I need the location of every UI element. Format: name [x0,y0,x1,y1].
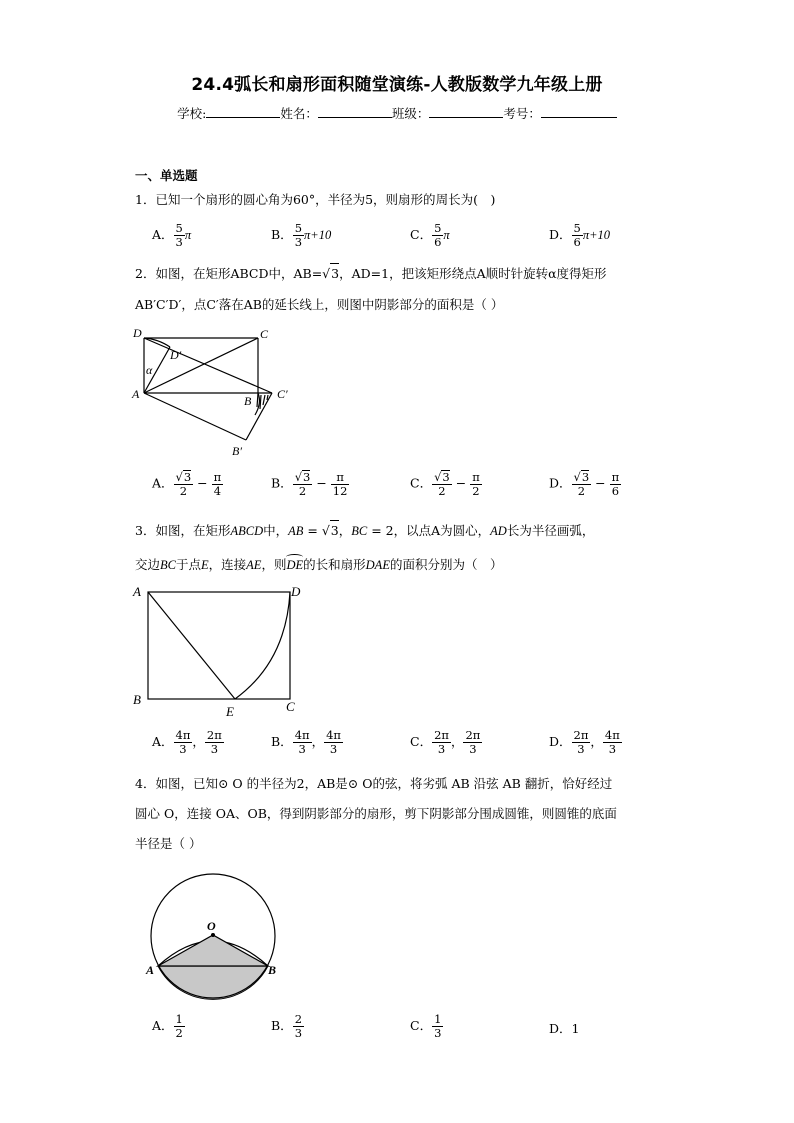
q4-option-c[interactable]: C． $\frac{1}{3}$ [410,1012,442,1040]
q1-option-a[interactable]: A． $\frac{5}{3}$ π [152,221,192,249]
q3-option-d[interactable]: D． $\frac{2\pi}{3}$ ， $\frac{4\pi}{3}$ [549,728,620,756]
q4-text-line1: 4．如图，已知⊙ O 的半径为2，AB是⊙ O的弦，将劣弧 AB 沿弦 AB 翻折，恰好经过 [135,776,613,791]
q2-option-b[interactable]: B． $\frac{√3}{2}$ − $\frac{\pi}{12}$ [271,469,348,498]
q2-edge-ab-prime [144,393,246,440]
q2-option-d[interactable]: D． $\frac{√3}{2}$ − $\frac{\pi}{6}$ [549,469,620,498]
q2-option-c[interactable]: C． $\frac{√3}{2}$ − $\frac{\pi}{2}$ [410,469,480,498]
q3-option-c[interactable]: C． $\frac{2\pi}{3}$ ， $\frac{2\pi}{3}$ [410,728,481,756]
q4-label-a: A [146,963,155,977]
q4-text-line3: 半径是（ ） [135,836,202,851]
q3-label-b: B [133,692,141,707]
student-info-line [0,104,794,122]
q4-option-a[interactable]: A． $\frac{1}{2}$ [152,1012,183,1040]
q1-option-c[interactable]: C． $\frac{5}{6}$ π [410,221,450,249]
q2-line-dc-prime [144,338,272,393]
q3-label-d: D [291,584,301,599]
q2-label-d-prime: D′ [170,348,182,362]
q2-label-c: C [260,327,269,341]
q3-rectangle-abcd [148,592,290,699]
q4-shaded-region [158,966,268,999]
q3-text-line2: 交边BC于点E，连接AE，则 DE的长和扇形DAE的面积分别为（ ） [135,555,502,575]
q2-label-c-prime: C′ [277,387,288,401]
q2-label-b-prime: B′ [232,444,242,458]
q3-label-a: A [133,584,141,599]
q2-label-b: B [244,394,252,408]
q3-option-b[interactable]: B． $\frac{4\pi}{3}$ ， $\frac{4\pi}{3}$ [271,728,341,756]
q2-diagonal-ac [144,338,258,393]
q1-text: 1．已知一个扇形的圆心角为60°，半径为5，则扇形的周长为( ) [135,192,496,207]
page-title: 24.4弧长和扇形面积随堂演练-人教版数学九年级上册 [191,75,603,95]
exam-no-field[interactable] [541,105,617,118]
q4-sector-oab [158,935,268,966]
school-field[interactable] [206,105,280,118]
q3-text-line1: 3．如图，在矩形ABCD中，AB = √3，BC = 2，以点A为圆心，AD长为半径画弧， [135,520,594,541]
name-field[interactable] [318,105,392,118]
section-heading: 一、单选题 [135,168,198,183]
arc-de: DE [286,558,303,572]
q2-text-line1: 2．如图，在矩形ABCD中，AB=√3，AD=1，把该矩形绕点A顺时针旋转α度得矩形 [135,263,607,284]
q4-label-b: B [268,963,277,977]
q3-figure [130,582,310,717]
class-field[interactable] [429,105,503,118]
q2-option-a[interactable]: A． $\frac{√3}{2}$ − $\frac{\pi}{4}$ [152,469,222,498]
q4-option-d[interactable]: D．1 [549,1021,580,1036]
q4-center-dot [211,933,215,937]
name-label: 姓名： [280,106,318,121]
class-label: 班级： [391,106,430,121]
q3-option-a[interactable]: A． $\frac{4\pi}{3}$ ， $\frac{2\pi}{3}$ [152,728,222,756]
q4-label-o: O [207,919,216,933]
exam-no-label: 考号： [503,106,541,121]
q2-label-alpha: α [146,363,153,377]
school-label: 学校: [177,106,207,121]
q2-label-a: A [132,387,140,401]
q2-text-line2: AB′C′D′，点C′落在AB的延长线上，则图中阴影部分的面积是（ ） [135,297,504,312]
q3-arc-de [235,592,290,699]
q4-figure [140,868,290,1013]
q3-segment-ae [148,592,235,699]
sqrt-symbol: 3 [330,263,339,284]
q3-label-e: E [226,704,234,717]
q2-label-d: D [133,326,142,340]
q1-option-b[interactable]: B． $\frac{5}{3}$ π+10 [271,221,332,249]
q3-label-c: C [286,699,295,714]
q1-option-d[interactable]: D． $\frac{5}{6}$ π+10 [549,221,611,249]
q4-text-line2: 圆心 O，连接 OA、OB，得到阴影部分的扇形，剪下阴影部分围成圆锥，则圆锥的底面 [135,806,617,821]
q2-figure [130,325,290,460]
q4-option-b[interactable]: B． $\frac{2}{3}$ [271,1012,303,1040]
